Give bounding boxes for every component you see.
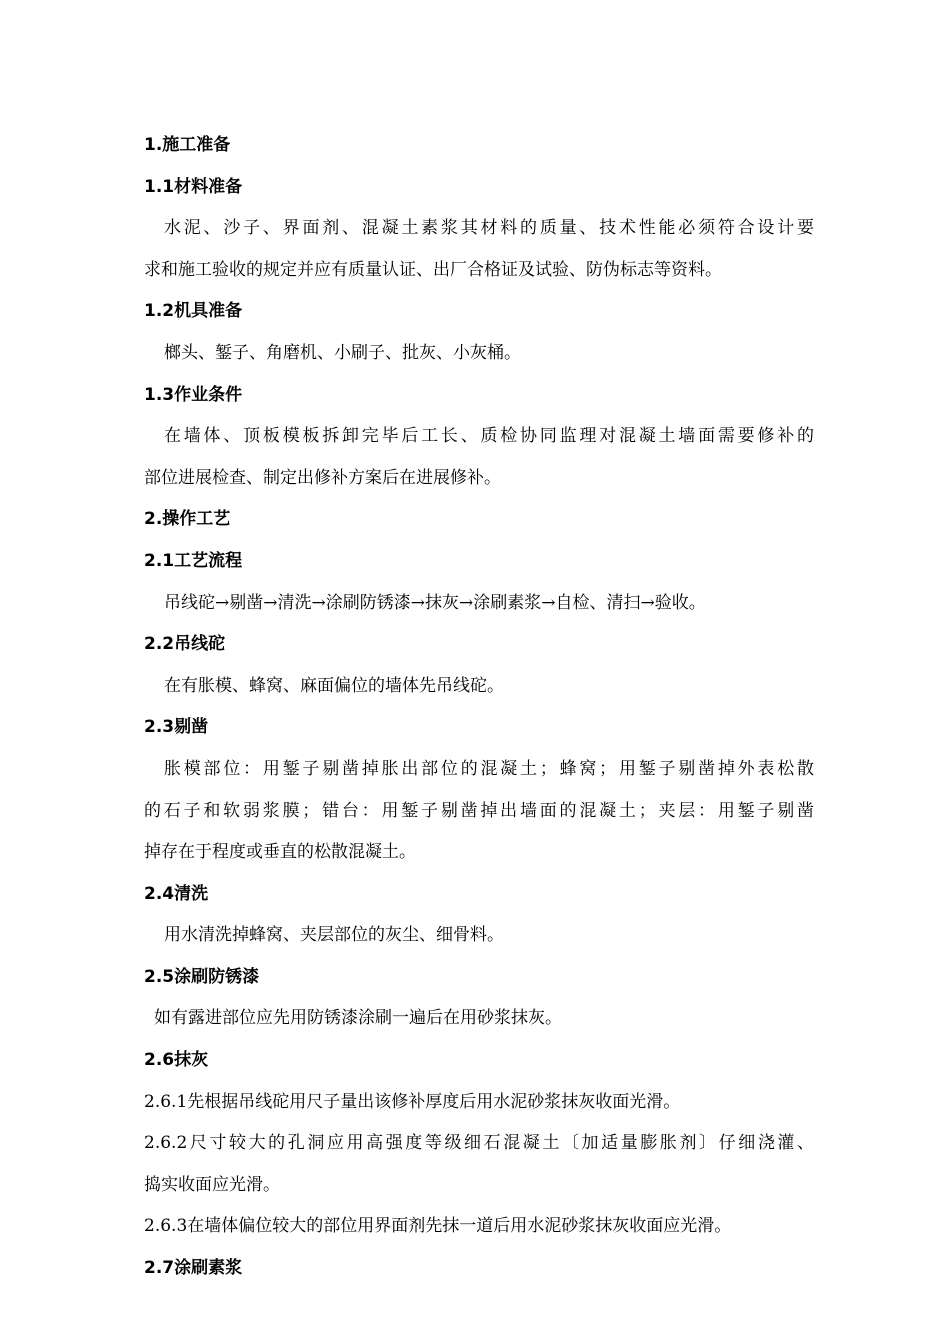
section-heading-1-3: 1.3作业条件 xyxy=(144,384,243,405)
paragraph-1-2: 榔头、錾子、角磨机、小刷子、批灰、小灰桶。 xyxy=(164,342,521,363)
document-page xyxy=(144,125,814,1290)
paragraph-2-6-2-line-2: 捣实收面应光滑。 xyxy=(144,1174,280,1195)
paragraph-2-1: 吊线砣→剔凿→清洗→涂刷防锈漆→抹灰→涂刷素浆→自检、清扫→验收。 xyxy=(164,592,706,613)
paragraph-1-3-line-2: 部位进展检查、制定出修补方案后在进展修补。 xyxy=(144,467,501,488)
section-heading-1-2: 1.2机具准备 xyxy=(144,301,243,322)
paragraph-2-4: 用水清洗掉蜂窝、夹层部位的灰尘、细骨料。 xyxy=(164,925,504,946)
paragraph-2-6-3: 2.6.3在墙体偏位较大的部位用界面剂先抹一道后用水泥砂浆抹灰收面应光滑。 xyxy=(144,1216,732,1237)
section-heading-1: 1.施工准备 xyxy=(144,135,231,155)
paragraph-2-2: 在有胀模、蜂窝、麻面偏位的墙体先吊线砣。 xyxy=(164,675,504,696)
paragraph-2-5: 如有露进部位应先用防锈漆涂刷一遍后在用砂浆抹灰。 xyxy=(154,1008,562,1029)
section-heading-1-1: 1.1材料准备 xyxy=(144,176,243,197)
section-heading-2: 2.操作工艺 xyxy=(144,509,231,530)
section-heading-2-7: 2.7涂刷素浆 xyxy=(144,1258,243,1279)
paragraph-2-6-1: 2.6.1先根据吊线砣用尺子量出该修补厚度后用水泥砂浆抹灰收面光滑。 xyxy=(144,1091,681,1112)
section-heading-2-1: 2.1工艺流程 xyxy=(144,550,243,571)
section-heading-2-5: 2.5涂刷防锈漆 xyxy=(144,966,260,987)
paragraph-2-3-line-2: 的石子和软弱浆膜；错台：用錾子剔凿掉出墙面的混凝土；夹层：用錾子剔凿 xyxy=(144,800,814,821)
section-heading-2-2: 2.2吊线砣 xyxy=(144,634,226,655)
paragraph-1-1-line-1: 水泥、沙子、界面剂、混凝土素浆其材料的质量、技术性能必须符合设计要 xyxy=(164,218,814,239)
paragraph-1-1-line-2: 求和施工验收的规定并应有质量认证、出厂合格证及试验、防伪标志等资料。 xyxy=(144,259,722,280)
paragraph-2-6-2-line-1: 2.6.2尺寸较大的孔洞应用高强度等级细石混凝土〔加适量膨胀剂〕仔细浇灌、 xyxy=(144,1133,814,1154)
section-heading-2-6: 2.6抹灰 xyxy=(144,1050,209,1071)
paragraph-2-3-line-3: 掉存在于程度或垂直的松散混凝土。 xyxy=(144,842,416,863)
section-heading-2-3: 2.3剔凿 xyxy=(144,717,209,738)
section-heading-2-4: 2.4清洗 xyxy=(144,883,209,904)
paragraph-2-3-line-1: 胀模部位：用錾子剔凿掉胀出部位的混凝土；蜂窝；用錾子剔凿掉外表松散 xyxy=(164,758,814,779)
paragraph-1-3-line-1: 在墙体、顶板模板拆卸完毕后工长、质检协同监理对混凝土墙面需要修补的 xyxy=(164,426,814,447)
